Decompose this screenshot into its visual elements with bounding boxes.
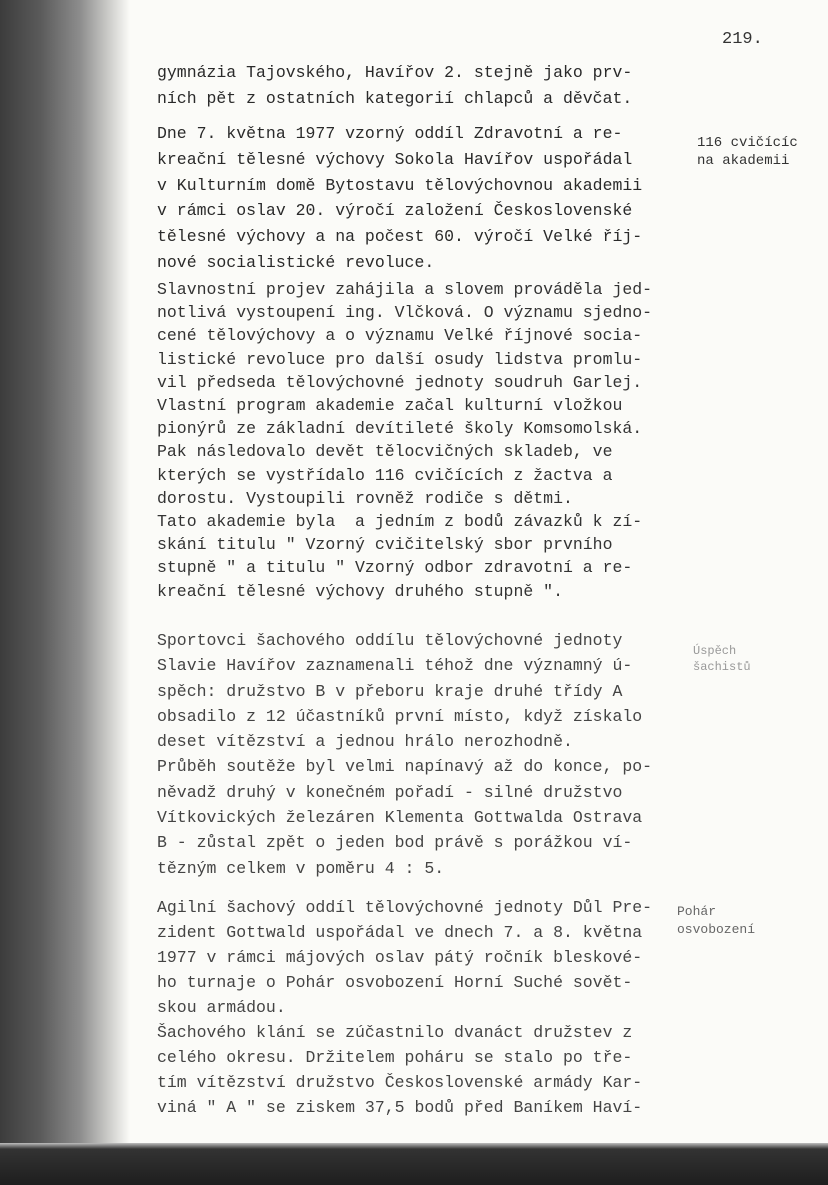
margin-note-line: Úspěch	[693, 644, 737, 658]
page-number: 219.	[722, 30, 763, 49]
margin-note-line: šachistů	[693, 660, 751, 674]
paragraph-1	[157, 60, 632, 112]
paragraph-2	[157, 121, 642, 276]
text-line: Slavnostní projev zahájila a slovem prováděla jed-	[157, 280, 653, 299]
paragraph-4	[157, 628, 652, 881]
text-line: Dne 7. května 1977 vzorný oddíl Zdravotní a re-	[157, 124, 623, 143]
text-line: Pak následovalo devět tělocvičných skladeb, ve	[157, 442, 613, 462]
text-line: Vlastní program akademie začal kulturní vložkou	[157, 396, 623, 416]
binding-shadow	[0, 0, 130, 1185]
text-line: stupně " a titulu " Vzorný odbor zdravotní a re-	[157, 558, 633, 578]
margin-note-line: Pohár	[677, 904, 717, 919]
text-line: kreační tělesné výchovy druhého stupně ".	[157, 581, 563, 601]
text-line: spěch: družstvo B v přeboru kraje druhé třídy A	[157, 681, 623, 701]
text-line: gymnázia Tajovského, Havířov 2. stejně jako prv-	[157, 63, 633, 82]
text-line: pionýrů ze základní devítileté školy Komsomolská.	[157, 419, 643, 439]
scan-bottom-edge	[0, 1143, 828, 1185]
text-line: tím vítězství družstvo Československé armády Kar-	[157, 1073, 643, 1092]
margin-note-sachiste	[693, 643, 751, 675]
text-line: ho turnaje o Pohár osvobození Horní Suché sovět-	[157, 973, 633, 992]
text-line: obsadilo z 12 účastníků první místo, když získalo	[157, 706, 643, 726]
margin-note-line: osvobození	[677, 922, 756, 937]
text-line: Agilní šachový oddíl tělovýchovné jednoty Důl Pre-	[157, 898, 653, 917]
text-line: viná " A " se ziskem 37,5 bodů před Baníkem Haví-	[157, 1098, 643, 1117]
margin-note-pohar	[677, 903, 755, 939]
text-line: skou armádou.	[157, 998, 286, 1017]
text-line: v Kulturním domě Bytostavu tělovýchovnou akademii	[157, 175, 643, 195]
text-line: listické revoluce pro další osudy lidstva promlu-	[157, 349, 643, 369]
text-line: Tato akademie byla a jedním z bodů závazků k zí-	[157, 512, 643, 532]
text-line: kterých se vystřídalo 116 cvičících z žactva a	[157, 465, 613, 485]
text-line: tězným celkem v poměru 4 : 5.	[157, 858, 445, 878]
text-line: nové socialistické revoluce.	[157, 252, 435, 272]
text-line: Šachového klání se zúčastnilo dvanáct družstev z	[157, 1023, 633, 1042]
text-line: skání titulu " Vzorný cvičitelský sbor prvního	[157, 535, 613, 555]
margin-note-line: 116 cvičícíc	[697, 135, 798, 151]
text-line: něvadž druhý v konečném pořadí - silné družstvo	[157, 782, 623, 802]
text-line: deset vítězství a jednou hrálo nerozhodně.	[157, 732, 573, 752]
text-line: Slavie Havířov zaznamenali téhož dne významný ú-	[157, 656, 633, 676]
text-line: tělesné výchovy a na počest 60. výročí Velké říj-	[157, 227, 643, 247]
text-line: notlivá vystoupení ing. Vlčková. O významu sjedno-	[157, 303, 653, 323]
text-line: cené tělovýchovy a o významu Velké říjnové socia-	[157, 326, 643, 346]
text-line: zident Gottwald uspořádal ve dnech 7. a 8. května	[157, 923, 643, 942]
text-line: B - zůstal zpět o jeden bod právě s porážkou ví-	[157, 833, 633, 853]
text-line: Vítkovických železáren Klementa Gottwalda Ostrava	[157, 808, 643, 828]
margin-note-akademie	[697, 134, 798, 170]
paragraph-5	[157, 895, 652, 1120]
text-line: kreační tělesné výchovy Sokola Havířov uspořádal	[157, 149, 633, 169]
text-line: dorostu. Vystoupili rovněž rodiče s dětmi.	[157, 488, 573, 508]
text-line: Průběh soutěže byl velmi napínavý až do konce, po-	[157, 757, 653, 777]
text-line: Sportovci šachového oddílu tělovýchovné jednoty	[157, 631, 623, 650]
text-line: ních pět z ostatních kategorií chlapců a děvčat.	[157, 89, 633, 108]
text-line: v rámci oslav 20. výročí založení Československé	[157, 201, 633, 221]
margin-note-line: na akademii	[697, 153, 790, 169]
paragraph-3	[157, 278, 652, 603]
text-line: vil předseda tělovýchovné jednoty soudruh Garlej.	[157, 372, 643, 392]
text-line: 1977 v rámci májových oslav pátý ročník bleskové-	[157, 948, 643, 967]
text-line: celého okresu. Držitelem poháru se stalo po tře-	[157, 1048, 633, 1067]
